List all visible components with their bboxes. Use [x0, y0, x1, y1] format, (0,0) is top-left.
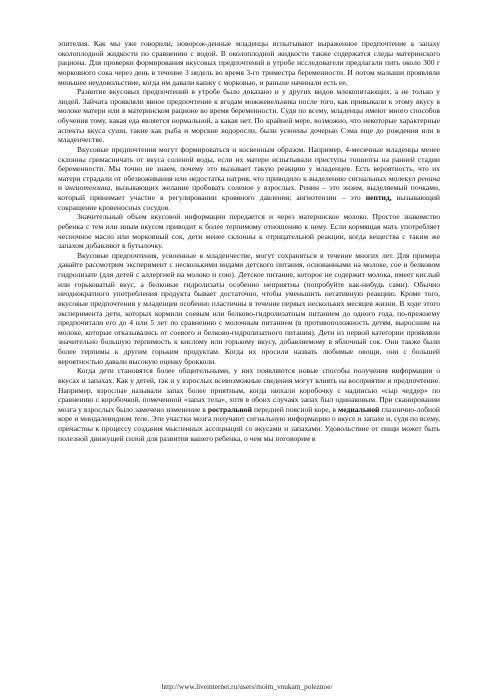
term-medial: медиальной — [338, 404, 380, 414]
paragraph-3 — [58, 145, 440, 212]
paragraph-3-text-b: и — [58, 183, 66, 193]
paragraph-6-text-c: глазнично-лобной коре и миндалевидном теле. Эти участки мозга получают сигнальную информацию о вкусе и запахе и, судя по всему, причастны к процессу создания мысленных ассоциаций со вкусами и запахами. Удовольствие от пищи может быть полезной движущей силой для развития вашего ребенка, о чем мы поговорим в — [58, 404, 440, 443]
paragraph-3-text-c: вызывающих желание пробовать соленое у взрослых. Ренин – это энзим, выделяемый почками, который принимает участие в регулировании кровяного давления; ангиотензин – это — [58, 183, 440, 202]
paragraph-4: Значительный объем вкусовой информации передается и через материнское молоко. Простое знакомство ребенка с тем или иным вкусом приводит к более терпимому отношению к нему. Если кормящая мать употребляет чесночное масло или морковный сок, дети менее склонны к отрицательной реакции, когда вещества с таким же запахом добавляют в бутылочку. — [58, 212, 440, 251]
paragraph-2: Развитие вкусовых предпочтений в утробе было доказано и у других видов млекопитающих, а не только у людей. Зайчата проявляли явное предпочтение к ягодам можжевельника после того, как привыкали к этому вкусу в молоке матери или в материнском рационе во время беременности. Судя по всему, младенцы имеют много способов обучения тому, какая еда является нормальной, а какая нет. По крайней мере, возможно, что некоторые характерные аспекты вкуса суши, такие как рыба и морские водоросли, были усвоены дочерью Сэма еще до рождения или в младенчестве. — [58, 87, 440, 145]
article-body — [58, 39, 440, 443]
term-peptide: пептид, — [365, 193, 392, 202]
paragraph-1: эпителия. Как мы уже говорили, новорож-денные младенцы испытывают выраженное предпочтение к запаху околоплодной жидкости по сравнению с водой. В околоплодной жидкости также содержатся следы материнского рациона. Для проверки формирования вкусовых предпочтений в утробе исследователи предлагали пить около 300 г морковного сока через день в течение 3 недель во время 3-го триместра беременности. И потом малыши проявляли меньшее неудовольствие, когда им давали кашку с морковью, и раньше начинали есть ее. — [58, 39, 440, 87]
term-renin: ренина — [417, 173, 440, 183]
term-rostral: ростральной — [207, 404, 252, 414]
paragraph-3-text-a: Вкусовые предпочтения могут формироваться и косвенным образом. Например, 4-месячные младенцы менее склонны гримасничать от вкуса соленой воды, если их матери испытывали приступы тошноты на ранней стадии беременности. Мы точно не знаем, почему это вызывает такую реакцию у младенцев. Есть вероятность, что их матери страдали от обезвоживания или недостатка натрия, что приводило к выделению сигнальных молекул — [58, 144, 440, 183]
paragraph-5: Вкусовые предпочтения, усвоенные в младенчестве, могут сохраняться в течение многих лет. Для примера давайте рассмотрим эксперимент с несколькими видами детского питания, основанными на молоке, сое и белковом гидролизате (для детей с аллергией на молоко и сою). Детское питание, которое не содержит молока, имеет кислый или горьковатый вкус, а белковые гидролизаты особенно неприятны (попробуйте как-нибудь сами). Обычно неоднократного употребления продукта бывает достаточно, чтобы уменьшить негативную реакцию. Кроме того, вкусовые предпочтения у младенцев особенно пластичны в течение первых нескольких месяцев жизни. В ходе этого эксперимента дети, которых кормили соевым или белково-гидролизатным питанием до одного года, по-прежнему предпочитали его до 4 или 5 лет по сравнению с молочным питанием (в противоположность детям, выросшим на молоке, которые отказывались от соевого и белково-гидролизатного питания). Дети из первой категории проявляли значительно большую терпимость к кислому или горькому вкусу, добавляемому в яблочный сок. Они также были более терпимы к другим горьким продуктам. Когда их просили назвать любимые овощи, они с большей вероятностью давали высокую оценку брокколи. — [58, 250, 440, 366]
paragraph-6 — [58, 366, 440, 443]
paragraph-6-text-b: передней поясной коре, в — [251, 404, 339, 414]
term-angiotensin: ангиотензина, — [65, 183, 113, 193]
paragraph-6-text-a: Когда дети становятся более общительными, у них появляются новые способы получения информации о вкусах и запахах. Как у детей, так и у взрослых всевозможные сведения могут влиять на восприятие и предпочтение. Например, взрослые называли запах более приятным, когда нюхали коробочку с надписью «сыр чеддер» по сравнению с коробочкой, помеченной «запах тела», хотя в обоих случаях запах был одинаковым. При сканировании мозга у взрослых было замечено изменение в — [58, 366, 440, 414]
paragraph-3-text-d: вызывающий сокращение кровеносных сосудов. — [58, 193, 440, 212]
source-url-footer: http://www.liveinternet.ru/users/moim_vnukam_poleznoe/ — [161, 682, 333, 691]
